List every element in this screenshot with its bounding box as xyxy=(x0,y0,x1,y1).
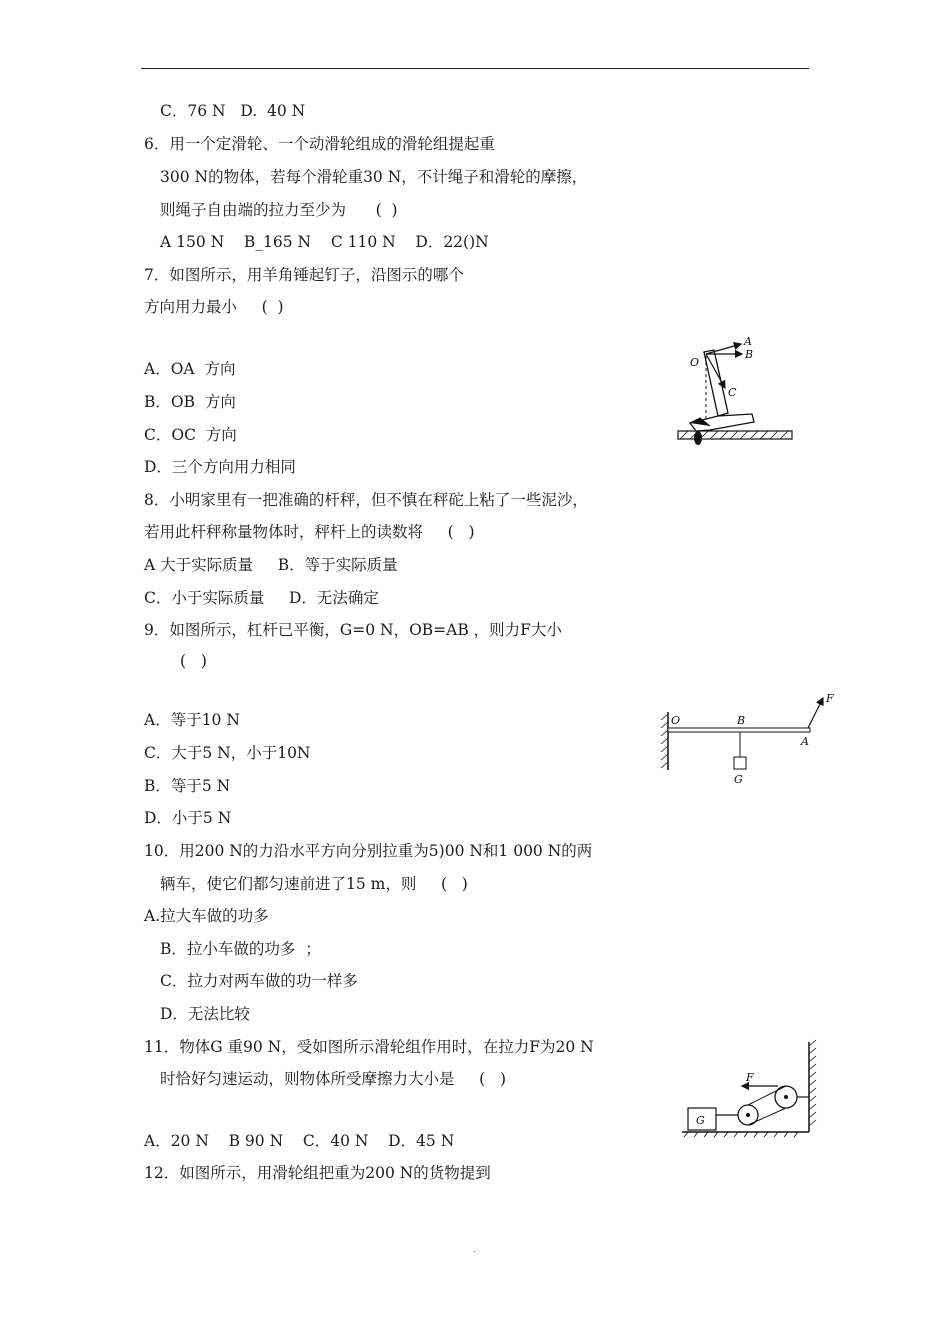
q7-option-a: A．OA 方向 xyxy=(144,360,236,378)
label-a: A xyxy=(801,735,809,748)
q7-option-b: B．OB 方向 xyxy=(144,393,236,411)
footer-mark: . xyxy=(473,1245,476,1254)
q8-options-cd: C．小于实际质量 D．无法确定 xyxy=(144,589,379,607)
label-g: G xyxy=(734,773,743,786)
wall-hatching xyxy=(661,714,668,768)
label-g: G xyxy=(696,1114,705,1127)
label-b: B xyxy=(737,714,746,727)
movable-pulley-axle xyxy=(746,1113,750,1117)
q9-option-d: D．小于5 N xyxy=(144,809,232,827)
q9-option-a: A．等于10 N xyxy=(144,711,240,729)
q6-stem-line1: 6．用一个定滑轮、一个动滑轮组成的滑轮组提起重 xyxy=(144,135,495,153)
label-b: B xyxy=(745,348,754,361)
q7-stem-line1: 7．如图所示，用羊角锤起钉子，沿图示的哪个 xyxy=(144,266,464,284)
q7-option-d: D．三个方向用力相同 xyxy=(144,458,296,476)
wall-hatching xyxy=(809,1040,816,1126)
arrow-f xyxy=(808,698,823,728)
label-f: F xyxy=(746,1071,754,1084)
weight-box xyxy=(734,757,746,769)
lever-figure xyxy=(655,690,845,790)
q8-options-ab: A 大于实际质量 B．等于实际质量 xyxy=(144,556,398,574)
q10-option-a: A.拉大车做的功多 xyxy=(144,907,269,925)
hammer-figure xyxy=(670,328,800,456)
label-o: O xyxy=(690,356,700,369)
q6-stem-line2: 300 N的物体，若每个滑轮重30 N，不计绳子和滑轮的摩擦， xyxy=(160,168,588,186)
lever-bar xyxy=(668,728,810,732)
q5-options-cd: C．76 N D. 40 N xyxy=(160,102,306,120)
q10-option-c: C．拉力对两车做的功一样多 xyxy=(160,972,358,990)
q10-option-b: B．拉小车做的功多 ； xyxy=(160,940,321,958)
q11-options: A．20 N B 90 N C．40 N D．45 N xyxy=(144,1132,455,1150)
q11-stem-line1: 11．物体G 重90 N，受如图所示滑轮组作用时，在拉力F为20 N xyxy=(144,1038,594,1056)
nail xyxy=(694,431,702,445)
q11-stem-line2: 时恰好匀速运动，则物体所受摩擦力大小是 ( ) xyxy=(160,1070,507,1088)
q6-options: A 150 N B_165 N C 110 N D．22()N xyxy=(160,233,489,251)
q10-stem-line2: 辆车，使它们都匀速前进了15 m，则 ( ) xyxy=(160,875,468,893)
q9-stem-line1: 9．如图所示，杠杆已平衡，G=0 N，OB=AB ，则力F大小 xyxy=(144,621,562,639)
q10-option-d: D．无法比较 xyxy=(160,1005,250,1023)
arrow-a xyxy=(706,344,741,354)
q8-stem-line1: 8．小明家里有一把准确的杆秤，但不慎在秤砣上粘了一些泥沙， xyxy=(144,491,588,509)
q6-stem-line3: 则绳子自由端的拉力至少为 ( ) xyxy=(160,201,398,219)
label-o: O xyxy=(671,714,681,727)
label-f: F xyxy=(826,692,834,705)
label-a: A xyxy=(744,335,752,348)
fixed-pulley-axle xyxy=(784,1095,788,1099)
q9-option-c: C．大于5 N，小于10N xyxy=(144,744,311,762)
hammer-handle xyxy=(704,350,728,416)
header-mark: . xyxy=(473,62,476,71)
q8-stem-line2: 若用此杆秤称量物体时，秤杆上的读数将 ( ) xyxy=(144,523,475,541)
q7-option-c: C．OC 方向 xyxy=(144,426,237,444)
q10-stem-line1: 10．用200 N的力沿水平方向分别拉重为5)00 N和1 000 N的两 xyxy=(144,842,593,860)
q12-stem-line1: 12．如图所示，用滑轮组把重为200 N的货物提到 xyxy=(144,1164,491,1182)
q7-stem-line2: 方向用力最小 ( ) xyxy=(144,298,284,316)
q9-option-b: B．等于5 N xyxy=(144,777,231,795)
label-c: C xyxy=(728,386,737,399)
pulley-figure xyxy=(678,1038,823,1138)
q9-answer-bracket: ( ) xyxy=(180,652,207,670)
